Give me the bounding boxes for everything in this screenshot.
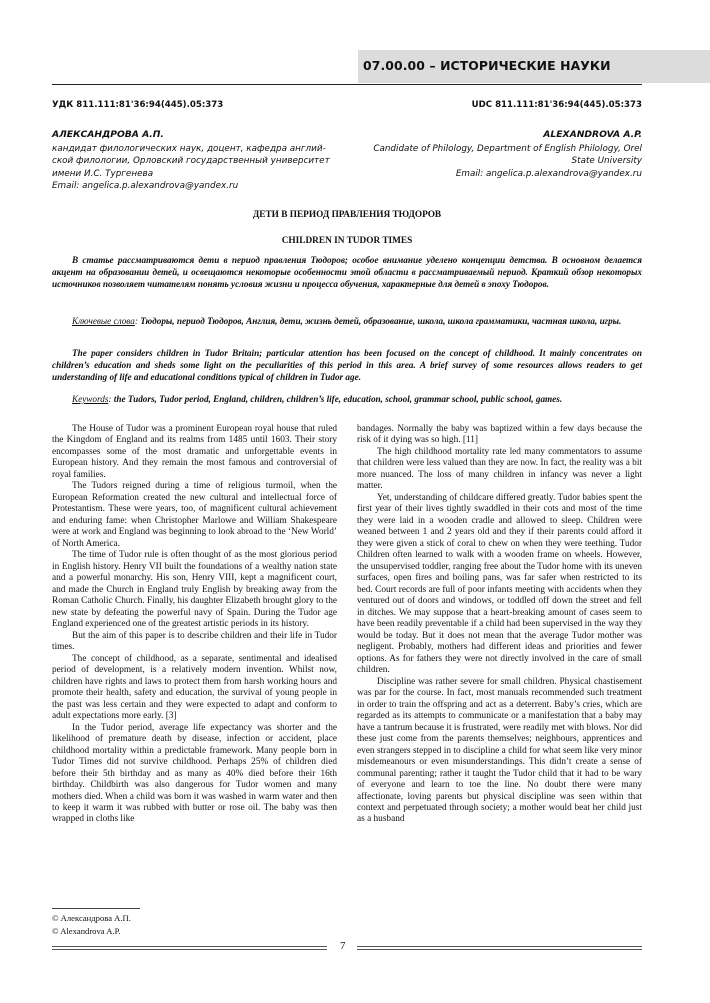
body-paragraph: The Tudors reigned during a time of religious turmoil, when the European Reformation created the new cultural and intellectual force of Protestantism. These were years, too, of magnificent cultural achievement and enduring fame: when Christopher Marlowe and William Shakespeare were at work and England was beginning to look abroad to the ‘New World’ of North America. [52, 481, 337, 549]
affiliation-line: Candidate of Philology, Department of English Philology, Orel [373, 144, 642, 154]
footnote-copyright-en: © Alexandrova A.P. [52, 926, 121, 936]
section-header-title: 07.00.00 – ИСТОРИЧЕСКИЕ НАУКИ [363, 58, 611, 73]
article-title-en: CHILDREN IN TUDOR TIMES [281, 236, 413, 246]
footnote-copyright-ru: © Александрова А.П. [52, 913, 131, 923]
footer-rule-right [357, 946, 642, 950]
author-affiliation-en [373, 143, 642, 180]
body-paragraph: The time of Tudor rule is often thought of as the most glorious period in English history. Henry VII built the foundations of a wealthy nation state and a powerful monarchy. His son, Henry VIII, kept a magnificent court, and made the Church in England truly English by breaking away from the Roman Catholic Church. Finally, his daughter Elizabeth brought glory to the new state by defeating the powerful navy of Spain. During the Tudor age England experienced one of the greatest artistic periods in its history. [52, 550, 337, 630]
keywords-label-en: Keywords [72, 394, 109, 404]
keywords-text-en: the Tudors, Tudor period, England, children, children’s life, education, school, grammar school, public school, games. [113, 394, 563, 404]
author-affiliation-ru [52, 143, 330, 192]
author-email-en: Email: angelica.p.alexandrova@yandex.ru [455, 168, 642, 179]
affiliation-line: State University [571, 156, 642, 167]
body-column-left [52, 424, 337, 826]
abstract-en: The paper considers children in Tudor Britain; particular attention has been focused on the concept of childhood. It mainly concentrates on children’s education and sheds some light on the peculiarities of this period in this area. A brief survey of some resources allows readers to get understanding of life and educational conditions typical of children in Tudor age. [52, 348, 642, 382]
udc-ru: УДК 811.111:81'36:94(445).05:373 [52, 100, 224, 110]
author-email-ru: Email: angelica.p.alexandrova@yandex.ru [52, 180, 239, 191]
body-paragraph: The concept of childhood, as a separate, sentimental and idealised period of development, is a relatively modern invention. Whilst now, children have rights and laws to protect them from harsh working hours and promote their health, safety and education, the survival of young people in the past was less certain and they were expected to adapt and conform to adult expectations more early. [3] [52, 653, 337, 722]
affiliation-line: имени И.С. Тургенева [52, 168, 154, 179]
keywords-text-ru: Тюдоры, период Тюдоров, Англия, дети, жизнь детей, образование, школа, школа грамматики, частная школа, игры. [140, 316, 622, 326]
header-rule [52, 84, 642, 85]
author-name-en: ALEXANDROVA A.P. [543, 129, 642, 140]
body-paragraph: bandages. Normally the baby was baptized within a few days because the risk of it dying was so high. [11] [357, 424, 642, 446]
keywords-en: Keywords: the Tudors, Tudor period, England, children, children’s life, education, school, grammar school, public school, games. [72, 394, 563, 404]
body-paragraph: The high childhood mortality rate led many commentators to assume that children were less valued than they are now. In fact, the reality was a bit more nuanced. The loss of many children in infancy was never a light matter. [357, 446, 642, 492]
body-paragraph: The House of Tudor was a prominent European royal house that ruled the Kingdom of England and its realms from 1485 until 1603. Their story encompasses some of the most dramatic and unforgettable events in European history. And they remain the most famous and controversial of royal families. [52, 424, 337, 480]
keywords-label-ru: Ключевые слова [72, 316, 135, 326]
page-number: 7 [340, 940, 346, 952]
affiliation-line: ской филологии, Орловский государственный университет [52, 156, 330, 167]
body-paragraph: Discipline was rather severe for small children. Physical chastisement was par for the course. In fact, most manuals recommended such treatment in order to train the offspring and act as a deterrent. Baby’s cries, which are regarded as its attempts to communicate or a manifestation that a baby may have a tantrum because it is frustrated, were readily met with blows. Nor did these just come from the parents themselves; neighbours, apprentices and even strangers stepped in to discipline a child for what seem like very minor misdemeanours or even misunderstandings. This didn’t create a sense of communal parenting; rather it taught the Tudor child that it had to be wary of everyone and learn to toe the line. No doubt there were many affectionate, loving parents but physical discipline was seen within that context and perpetuated through society; a mother would beat her child just as a husband [357, 676, 642, 825]
body-paragraph: But the aim of this paper is to describe children and their life in Tudor times. [52, 630, 337, 653]
abstract-ru: В статье рассматриваются дети в период правления Тюдоров; особое внимание уделено концепции детства. В основном делается акцент на образовании детей, и освещаются некоторые особенности этой области в рассматриваемый период. Краткий обзор некоторых источников позволяет читателям понять условия жизни и процесса обучения, характерные для детей в эпоху Тюдоров. [52, 255, 642, 289]
body-paragraph: Yet, understanding of childcare differed greatly. Tudor babies spent the first year of their lives tightly swaddled in their cots and most of the time they were laid in a wooden cradle and allowed to sleep. Children were weaned between 1 and 2 years old and they if their parents could afford it they were given a stick of coral to chew on when they were teething. Tudor Children often learned to walk with a wooden frame on wheels. However, the unsupervised toddler, ranging free about the Tudor home with its uneven surfaces, open fires and boiling pans, was far safer when restricted to its bed. Court records are full of poor infants meeting with accidents when they ventured out of doors and windows, or toddled off down the street and fell in ditches. We may suppose that a heart-breaking amount of cases seem to have been readily preventable if a child had been supervised in the way they would be today. But it does not mean that the average Tudor mother was negligent. Probably, mothers had different ideas and priorities and fewer options. As for fathers they were not directly involved in the care of small children. [357, 492, 642, 676]
affiliation-line: кандидат филологических наук, доцент, кафедра англий- [52, 144, 326, 154]
footnote-rule [52, 908, 140, 909]
author-name-ru: АЛЕКСАНДРОВА А.П. [52, 129, 164, 140]
article-title-ru: ДЕТИ В ПЕРИОД ПРАВЛЕНИЯ ТЮДОРОВ [252, 210, 442, 220]
udc-en: UDC 811.111:81'36:94(445).05:373 [471, 100, 642, 110]
keywords-ru: Ключевые слова: Тюдоры, период Тюдоров, Англия, дети, жизнь детей, образование, школа, школа грамматики, частная школа, игры. [72, 316, 622, 326]
body-column-right [357, 424, 642, 826]
footer-rule-left [52, 946, 327, 950]
body-paragraph: In the Tudor period, average life expectancy was shorter and the likelihood of premature death by disease, infection or accident, place childhood mortality within a predictable framework. Many people born in Tudor Times did not survive childhood. Perhaps 25% of children died before their 5th birthday and as many as 40% died before their 16th birthday. Childbirth was also dangerous for Tudor women and many mothers died. When a child was born it was washed in warm water and then to keep it warm it was rubbed with butter or rose oil. The baby was then wrapped in cloths like [52, 722, 337, 825]
